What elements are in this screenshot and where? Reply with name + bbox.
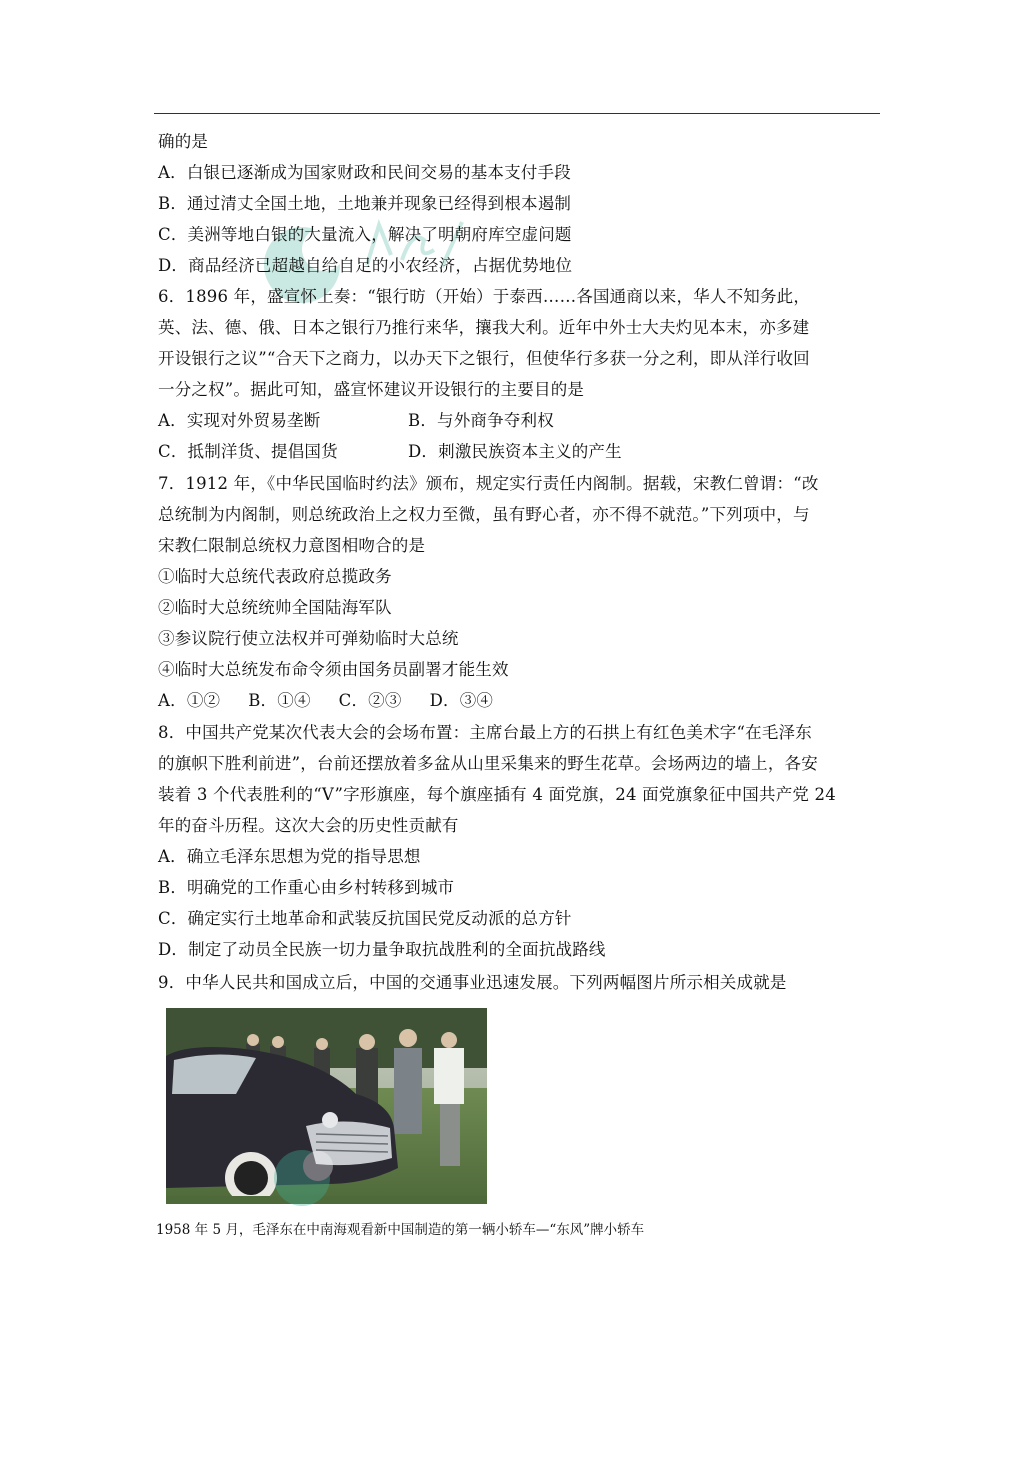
q8-stem-line-3: 装着 3 个代表胜利的“V”字形旗座，每个旗座插有 4 面党旗，24 面党旗象征中国共产党 24 (158, 785, 836, 804)
q5-option-c: C．美洲等地白银的大量流入，解决了明朝府库空虚问题 (158, 225, 572, 244)
q7-stem-line-1: 7．1912 年，《中华民国临时约法》颁布，规定实行责任内阁制。据载，宋教仁曾谓：“改 (158, 474, 819, 493)
q8-stem-line-1: 8．中国共产党某次代表大会的会场布置：主席台最上方的石拱上有红色美术字“在毛泽东 (158, 723, 812, 742)
q6-option-b: B．与外商争夺利权 (408, 411, 554, 430)
q6-stem-line-1: 6．1896 年，盛宣怀上奏：“银行昉（开始）于泰西……各国通商以来，华人不知务此， (158, 287, 811, 306)
q7-stem-line-3: 宋教仁限制总统权力意图相吻合的是 (158, 536, 426, 555)
q7-item-2: ②临时大总统统帅全国陆海军队 (158, 598, 392, 617)
q7-option-b: B．①④ (248, 691, 311, 710)
q8-stem-line-2: 的旗帜下胜利前进”，台前还摆放着多盆从山里采集来的野生花草。会场两边的墙上，各安 (158, 754, 818, 773)
q6-stem-line-3: 开设银行之议”“合天下之商力，以办天下之银行，但使华行多获一分之利，即从洋行收回 (158, 349, 810, 368)
q6-option-d: D．刺激民族资本主义的产生 (408, 442, 622, 461)
q6-stem-line-2: 英、法、德、俄、日本之银行乃推行来华，攘我大利。近年中外士大夫灼见本末，亦多建 (158, 318, 810, 337)
q7-item-4: ④临时大总统发布命令须由国务员副署才能生效 (158, 660, 509, 679)
q7-option-a: A．①② (158, 691, 221, 710)
q8-option-d: D．制定了动员全民族一切力量争取抗战胜利的全面抗战路线 (158, 940, 606, 959)
q7-option-d: D．③④ (429, 691, 494, 710)
q5-option-b: B．通过清丈全国土地，土地兼并现象已经得到根本遏制 (158, 194, 572, 213)
q7-item-1: ①临时大总统代表政府总揽政务 (158, 567, 392, 586)
q7-options-row (158, 690, 493, 712)
q7-stem-line-2: 总统制为内阁制，则总统政治上之权力至微，虽有野心者，亦不得不就范。”下列项中，与 (158, 505, 810, 524)
q5-stem-tail: 确的是 (158, 132, 209, 151)
q6-option-c: C．抵制洋货、提倡国货 (158, 442, 338, 461)
q7-option-c: C．②③ (338, 691, 402, 710)
header-rule (154, 113, 880, 114)
q8-option-a: A．确立毛泽东思想为党的指导思想 (158, 847, 421, 866)
q8-option-b: B．明确党的工作重心由乡村转移到城市 (158, 878, 455, 897)
q6-options-row-1 (158, 410, 554, 432)
q7-item-3: ③参议院行使立法权并可弹劾临时大总统 (158, 629, 459, 648)
q8-stem-line-4: 年的奋斗历程。这次大会的历史性贡献有 (158, 816, 459, 835)
q5-option-d: D．商品经济已超越自给自足的小农经济，占据优势地位 (158, 256, 573, 275)
q6-stem-line-4: 一分之权”。据此可知，盛宣怀建议开设银行的主要目的是 (158, 380, 585, 399)
q6-option-a: A．实现对外贸易垄断 (158, 411, 321, 430)
q5-option-a: A．白银已逐渐成为国家财政和民间交易的基本支付手段 (158, 163, 571, 182)
q8-option-c: C．确定实行土地革命和武装反抗国民党反动派的总方针 (158, 909, 572, 928)
q6-options-row-2 (158, 441, 622, 463)
photo-caption: 1958 年 5 月，毛泽东在中南海观看新中国制造的第一辆小轿车—“东风”牌小轿车 (156, 1222, 645, 1238)
q9-stem-line-1: 9．中华人民共和国成立后，中国的交通事业迅速发展。下列两幅图片所示相关成就是 (158, 973, 787, 992)
car-photo (166, 1008, 487, 1204)
